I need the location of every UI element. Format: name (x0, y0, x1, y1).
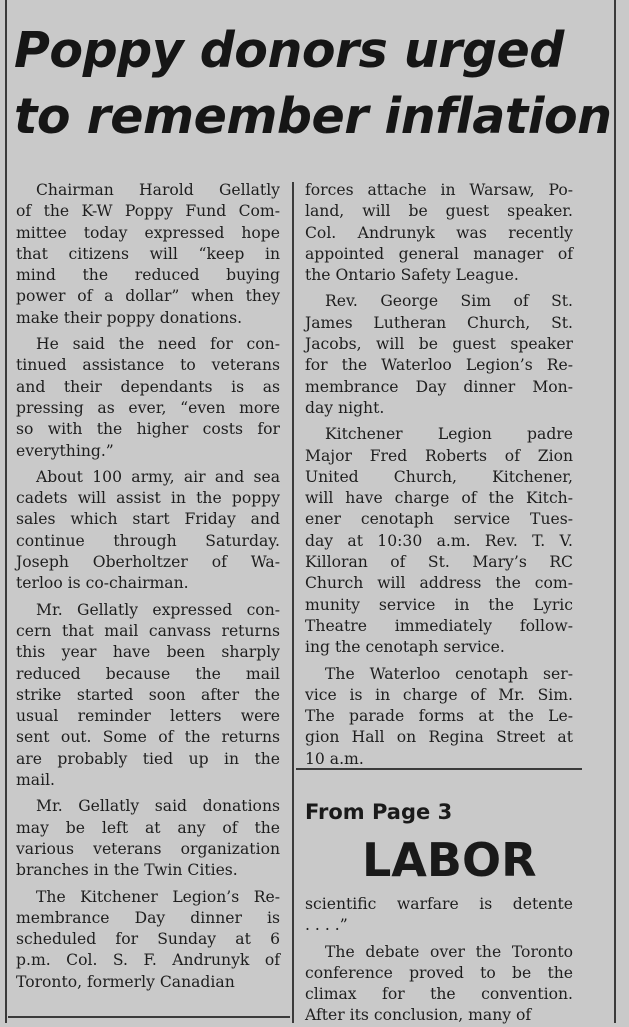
paragraph (16, 796, 280, 881)
text-line: The Waterloo cenotaph ser- (325, 664, 573, 683)
text-line: Toronto, formerly Canadian (16, 972, 235, 991)
column-divider (292, 182, 294, 1023)
text-line: the Ontario Safety League. (305, 266, 519, 285)
text-line: power of a dollar” when they (16, 287, 280, 306)
text-line: climax for the convention. (305, 985, 573, 1004)
text-line: are probably tied up in the (16, 749, 280, 768)
paragraph (16, 600, 280, 792)
text-line: of the K-W Poppy Fund Com- (16, 202, 280, 221)
text-line: Chairman Harold Gellatly (36, 181, 280, 199)
text-line: sales which start Friday and (16, 510, 280, 529)
text-line: cern that mail canvass returns (16, 621, 280, 640)
text-line: Joseph Oberholtzer of Wa- (16, 553, 280, 572)
text-line: so with the higher costs for (16, 420, 280, 439)
text-line: He said the need for con- (36, 335, 280, 354)
text-line: Col. Andrunyk was recently (305, 223, 573, 242)
paragraph (16, 467, 280, 595)
text-line: day at 10:30 a.m. Rev. T. V. (305, 531, 573, 550)
text-line: ener cenotaph service Tues- (305, 510, 573, 529)
text-line: strike started soon after the (16, 685, 280, 704)
text-line: The debate over the Toronto (325, 942, 573, 961)
text-line: reduced because the mail (16, 664, 280, 683)
text-line: 10 a.m. (305, 749, 364, 768)
text-line: . . . .” (305, 916, 348, 935)
text-line: The Kitchener Legion’s Re- (36, 887, 280, 906)
text-line: usual reminder letters were (16, 707, 280, 726)
article-left-column (16, 180, 280, 993)
text-line: Rev. George Sim of St. (325, 292, 573, 311)
text-line: conference proved to be the (305, 963, 573, 982)
paragraph (305, 424, 573, 658)
paragraph (305, 894, 573, 937)
text-line: Mr. Gellatly expressed con- (36, 600, 280, 619)
right-border-rule (614, 0, 616, 1023)
text-line: p.m. Col. S. F. Andrunyk of (16, 951, 280, 970)
text-line: membrance Day dinner is (16, 908, 280, 927)
headline-line-1: Poppy donors urged (14, 22, 564, 79)
text-line: Theatre immediately follow- (305, 616, 573, 635)
text-line: munity service in the Lyric (305, 595, 573, 614)
paragraph (305, 664, 573, 770)
paragraph (16, 887, 280, 993)
text-line: Jacobs, will be guest speaker (305, 335, 573, 354)
text-line: mittee today expressed hope (16, 223, 280, 242)
paragraph (305, 291, 573, 419)
paragraph (16, 334, 280, 462)
text-line: mind the reduced buying (16, 266, 280, 285)
text-line: and their dependants is as (16, 377, 280, 396)
text-line: may be left at any of the (16, 818, 280, 837)
text-line: branches in the Twin Cities. (16, 861, 238, 880)
text-line: everything.” (16, 441, 114, 460)
text-line: After its conclusion, many of (305, 1006, 532, 1025)
paragraph (305, 942, 573, 1027)
text-line: this year have been sharply (16, 643, 280, 662)
text-line: pressing as ever, “even more (16, 398, 280, 417)
continuation-kicker: From Page 3 (305, 800, 453, 824)
text-line: tinued assistance to veterans (16, 356, 280, 375)
text-line: cadets will assist in the poppy (16, 489, 280, 508)
text-line: The parade forms at the Le- (305, 707, 573, 726)
text-line: appointed general manager of (305, 244, 573, 263)
text-line: various veterans organization (16, 839, 280, 858)
text-line: Killoran of St. Mary’s RC (305, 553, 573, 572)
text-line: gion Hall on Regina Street at (305, 728, 573, 747)
text-line: terloo is co-chairman. (16, 574, 189, 593)
text-line: continue through Saturday. (16, 531, 280, 550)
text-line: day night. (305, 398, 385, 417)
text-line: ing the cenotaph service. (305, 638, 505, 657)
text-line: Major Fred Roberts of Zion (305, 446, 573, 465)
text-line: vice is in charge of Mr. Sim. (305, 685, 573, 704)
text-line: Kitchener Legion padre (325, 425, 573, 444)
text-line: mail. (16, 771, 56, 790)
text-line: Mr. Gellatly said donations (36, 797, 280, 816)
text-line: make their poppy donations. (16, 308, 243, 327)
continuation-label: LABOR (362, 833, 537, 887)
text-line: membrance Day dinner Mon- (305, 377, 573, 396)
headline (14, 18, 614, 150)
text-line: scientific warfare is detente (305, 895, 573, 913)
continuation-text (305, 894, 573, 1027)
text-line: Church will address the com- (305, 574, 573, 593)
text-line: United Church, Kitchener, (305, 467, 573, 486)
text-line: will have charge of the Kitch- (305, 489, 573, 508)
headline-line-2: to remember inflation (14, 88, 612, 145)
paragraph (16, 180, 280, 329)
text-line: that citizens will “keep in (16, 244, 280, 263)
left-border-rule (5, 0, 7, 1023)
text-line: for the Waterloo Legion’s Re- (305, 356, 573, 375)
text-line: scheduled for Sunday at 6 (16, 930, 280, 949)
text-line: sent out. Some of the returns (16, 728, 280, 747)
text-line: land, will be guest speaker. (305, 202, 573, 221)
article-right-column (305, 180, 573, 770)
text-line: About 100 army, air and sea (36, 467, 280, 486)
text-line: James Lutheran Church, St. (305, 313, 573, 332)
bottom-rule (8, 1016, 290, 1018)
paragraph (305, 180, 573, 286)
text-line: forces attache in Warsaw, Po- (305, 181, 573, 199)
